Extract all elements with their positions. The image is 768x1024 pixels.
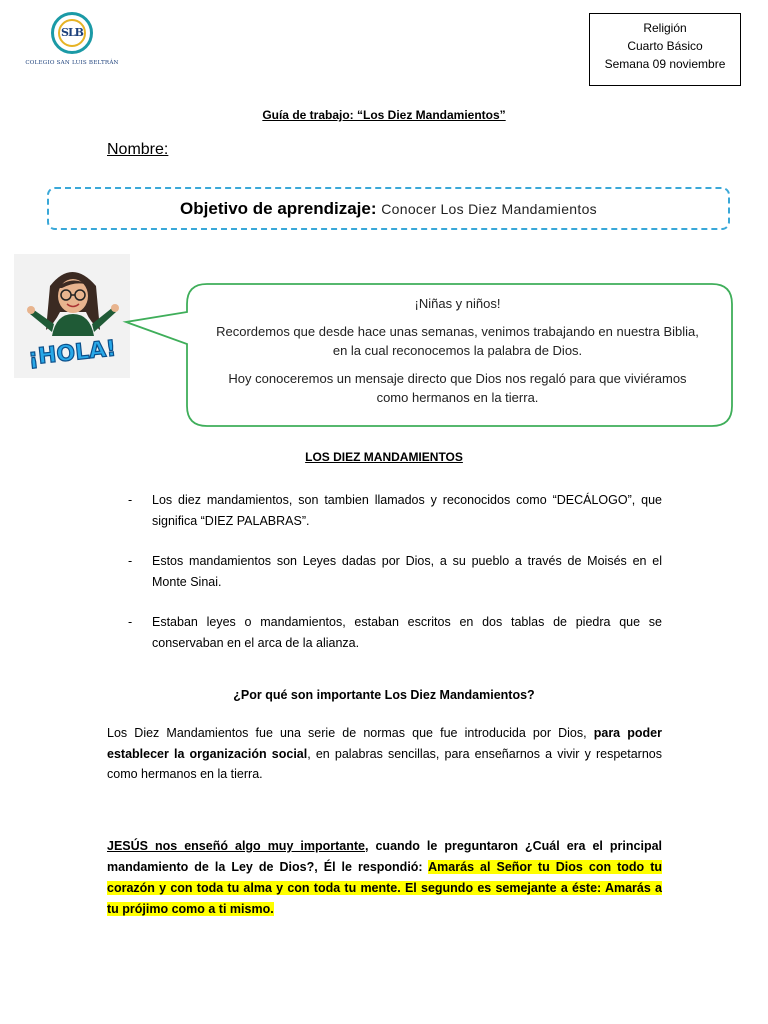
- list-item: [128, 490, 662, 531]
- underlined-phrase: JESÚS nos enseñó algo muy importante: [107, 839, 365, 853]
- avatar-sticker: [12, 252, 132, 380]
- objective-value: Conocer Los Diez Mandamientos: [381, 201, 597, 217]
- objective-label: Objetivo de aprendizaje:: [180, 199, 377, 218]
- list-item: [128, 551, 662, 592]
- bubble-line-3: Hoy conoceremos un mensaje directo que Dios nos regaló para que viviéramos como hermanos en la tierra.: [228, 371, 687, 405]
- hola-sticker-text: ¡HOLA!: [26, 336, 118, 371]
- section-title: LOS DIEZ MANDAMIENTOS: [305, 450, 463, 464]
- facts-list: [128, 490, 662, 673]
- list-item-text: Estos mandamientos son Leyes dadas por Dios, a su pueblo a través de Moisés en el Monte Sinai.: [152, 554, 662, 589]
- objective-box: [47, 187, 730, 230]
- list-item-text: Estaban leyes o mandamientos, estaban escritos en dos tablas de piedra que se conservaban en el arca de la alianza.: [152, 615, 662, 650]
- bubble-message: [215, 294, 700, 416]
- list-dash: -: [128, 615, 133, 629]
- list-dash: -: [128, 493, 133, 507]
- question-heading: ¿Por qué son importante Los Diez Mandamientos?: [233, 688, 535, 702]
- list-item-text: Los diez mandamientos, son tambien llamados y reconocidos como “DECÁLOGO”, que significa “DIEZ PALABRAS”.: [152, 493, 662, 528]
- course-info-box: [589, 13, 741, 86]
- week-label: Semana 09 noviembre: [604, 57, 726, 71]
- highlighted-commandment: Amarás al Señor tu Dios con todo tu corazón y con toda tu alma y con toda tu mente. El segundo es semejante a éste: Amarás a tu prójimo como a ti mismo.: [107, 860, 662, 916]
- bubble-greeting: ¡Niñas y niños!: [414, 296, 501, 311]
- school-name: COLEGIO SAN LUIS BELTRÁN: [25, 60, 119, 66]
- school-logo: [24, 12, 120, 76]
- grade-label: Cuarto Básico: [627, 39, 703, 53]
- list-dash: -: [128, 554, 133, 568]
- logo-emblem: [51, 12, 93, 54]
- guide-title: Guía de trabajo: “Los Diez Mandamientos”: [262, 108, 506, 122]
- paragraph-jesus: JESÚS nos enseñó algo muy importante, cuando le preguntaron ¿Cuál era el principal mandamiento de la Ley de Dios?, Él le respondió: Amarás al Señor tu Dios con todo tu corazón y con toda tu alma y con toda tu mente. El segundo es semejante a éste: Amarás a tu prójimo como a ti mismo.: [107, 839, 662, 916]
- bubble-line-2: Recordemos que desde hace unas semanas, venimos trabajando en nuestra Biblia, en la cual reconocemos la palabra de Dios.: [216, 324, 699, 358]
- logo-monogram: SLB: [58, 19, 86, 47]
- paragraph-importance: Los Diez Mandamientos fue una serie de normas que fue introducida por Dios, para poder establecer la organización social, en palabras sencillas, para enseñarnos a vivir y respetarnos como hermanos en la tierra.: [107, 726, 662, 781]
- subject-label: Religión: [643, 21, 687, 35]
- list-item: [128, 612, 662, 653]
- nombre-label: Nombre:: [107, 141, 169, 158]
- bold-phrase: para poder establecer la organización social: [107, 726, 662, 761]
